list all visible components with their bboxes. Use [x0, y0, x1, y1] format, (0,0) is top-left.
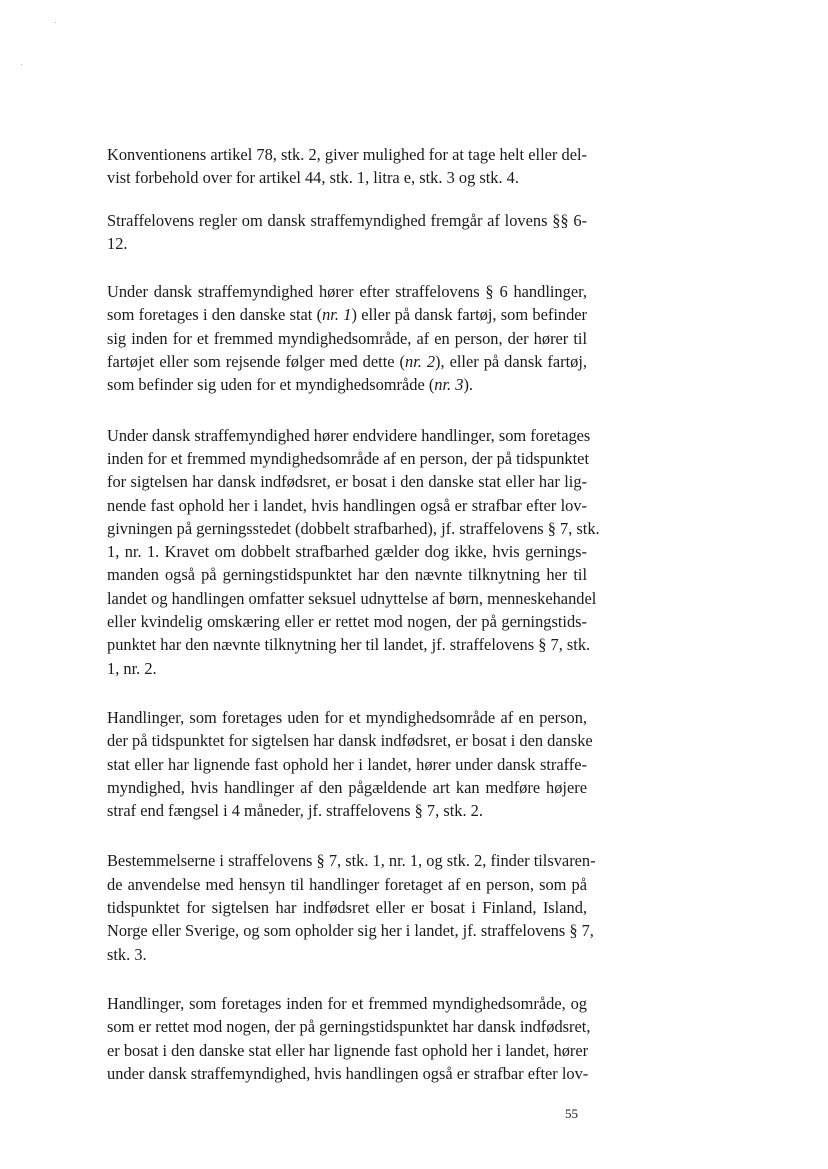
text-line: de anvendelse med hensyn til handlinger foretaget af en person, som på	[107, 874, 587, 894]
paragraph-convention-reservation	[107, 143, 587, 190]
paragraph-section-7-stk-2	[107, 706, 593, 822]
paragraph-section-7-stk-1	[107, 424, 600, 680]
text-line: Straffelovens regler om dansk straffemyndighed fremgår af lovens §§ 6-	[107, 210, 587, 230]
text-line: 1, nr. 1. Kravet om dobbelt strafbarhed gælder dog ikke, hvis gernings-	[107, 542, 587, 562]
scan-speck	[21, 64, 22, 65]
text-line: straf end fængsel i 4 måneder, jf. straffelovens § 7, stk. 2.	[107, 801, 483, 821]
text-line: nende fast ophold her i landet, hvis handlingen også er strafbar efter lov-	[107, 495, 587, 515]
text-line: 12.	[107, 233, 128, 253]
text-line: som foretages i den danske stat (nr. 1) eller på dansk fartøj, som befinder	[107, 305, 587, 325]
text-line: tidspunktet for sigtelsen har indfødsret eller er bosat i Finland, Island,	[107, 898, 587, 918]
text-line: under dansk straffemyndighed, hvis handlingen også er strafbar efter lov-	[107, 1063, 589, 1083]
text-line: er bosat i den danske stat eller har lignende fast ophold her i landet, hører	[107, 1040, 589, 1060]
text-line: eller kvindelig omskæring eller er rettet mod nogen, der på gerningstids-	[107, 612, 587, 632]
text-line: inden for et fremmed myndighedsområde af en person, der på tidspunktet	[107, 448, 590, 468]
text-line: Under dansk straffemyndighed hører endvidere handlinger, som foretages	[107, 425, 591, 445]
text-line: Bestemmelserne i straffelovens § 7, stk. 1, nr. 1, og stk. 2, finder tilsvaren-	[107, 851, 596, 871]
paragraph-section-6	[107, 280, 587, 396]
text-line: Norge eller Sverige, og som opholder sig her i landet, jf. straffelovens § 7,	[107, 921, 594, 941]
text-line: 1, nr. 2.	[107, 658, 157, 678]
text-line: manden også på gerningstidspunktet har den nævnte tilknytning her til	[107, 565, 587, 585]
text-line: sig inden for et fremmed myndighedsområde, af en person, der hører til	[107, 328, 587, 348]
text-line: som befinder sig uden for et myndighedsområde (nr. 3).	[107, 375, 474, 395]
text-line: Under dansk straffemyndighed hører efter straffelovens § 6 handlinger,	[107, 282, 587, 302]
paragraph-criminal-code-rules	[107, 209, 587, 256]
text-line: som er rettet mod nogen, der på gerningstidspunktet har dansk indfødsret,	[107, 1017, 591, 1037]
text-line: for sigtelsen har dansk indfødsret, er bosat i den danske stat eller har lig-	[107, 472, 587, 492]
text-line: givningen på gerningsstedet (dobbelt strafbarhed), jf. straffelovens § 7, stk.	[107, 518, 600, 538]
paragraph-section-7-stk-3	[107, 849, 596, 965]
text-line: vist forbehold over for artikel 44, stk. 1, litra e, stk. 3 og stk. 4.	[107, 168, 519, 188]
text-line: Handlinger, som foretages inden for et fremmed myndighedsområde, og	[107, 993, 587, 1013]
text-line: punktet har den nævnte tilknytning her til landet, jf. straffelovens § 7, stk.	[107, 635, 591, 655]
text-line: myndighed, hvis handlinger af den pågældende art kan medføre højere	[107, 777, 587, 797]
text-line: landet og handlingen omfatter seksuel udnyttelse af børn, menneskehandel	[107, 588, 597, 608]
text-line: Konventionens artikel 78, stk. 2, giver mulighed for at tage helt eller del-	[107, 145, 587, 164]
text-line: der på tidspunktet for sigtelsen har dansk indfødsret, er bosat i den danske	[107, 731, 593, 751]
text-line: fartøjet eller som rejsende følger med dette (nr. 2), eller på dansk fartøj,	[107, 352, 587, 372]
scan-speck	[55, 22, 56, 23]
body-text	[107, 143, 600, 1085]
page-number: 55	[565, 1106, 578, 1121]
text-line: stat eller har lignende fast ophold her i landet, hører under dansk straffe-	[107, 754, 587, 774]
paragraph-foreign-territory-victim	[107, 992, 591, 1085]
text-line: stk. 3.	[107, 944, 147, 964]
text-line: Handlinger, som foretages uden for et myndighedsområde af en person,	[107, 707, 587, 727]
